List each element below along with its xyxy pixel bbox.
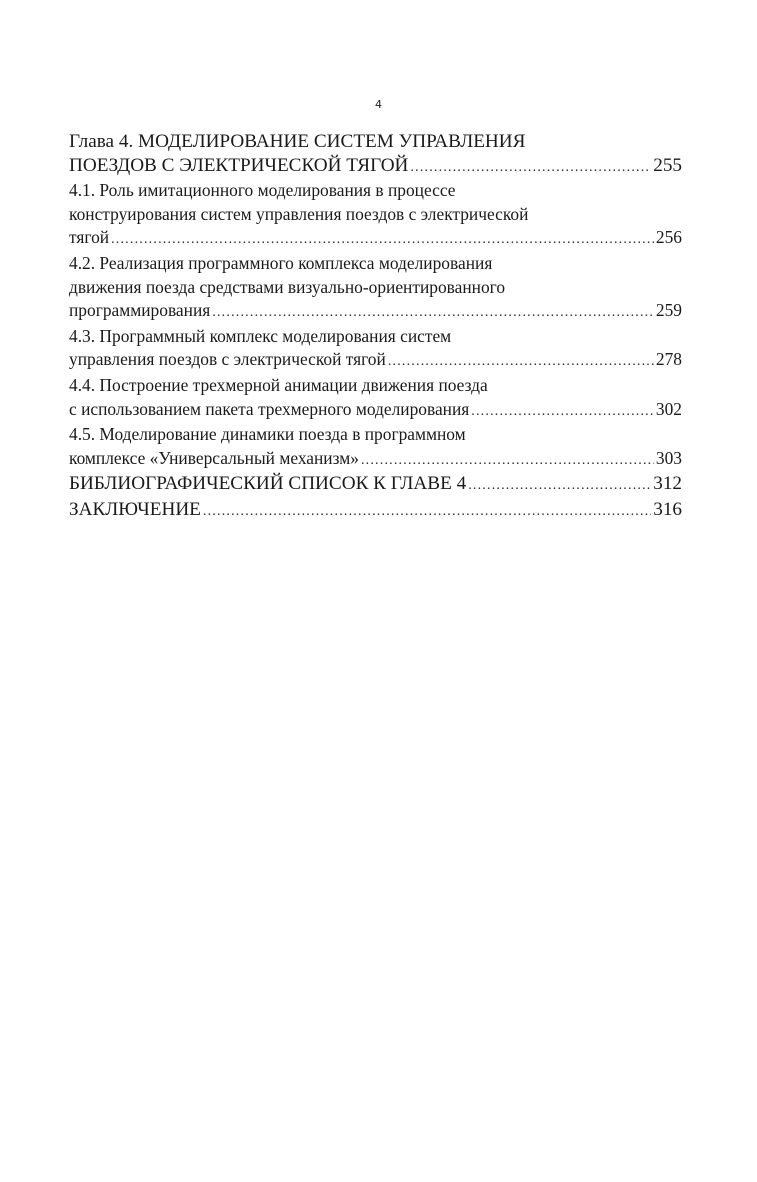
toc-page-number: 256 (655, 227, 682, 248)
toc-page-number: 303 (655, 447, 682, 468)
toc-entry-4-4[interactable] (69, 374, 682, 423)
toc-entry-text: тягой (69, 227, 110, 248)
toc-entry-text: 4.4. Построение трехмерной анимации движения поезда (69, 374, 488, 395)
toc-entry-text: конструирования систем управления поездов с электрической (69, 203, 529, 224)
toc-entry-text: Глава 4. МОДЕЛИРОВАНИЕ СИСТЕМ УПРАВЛЕНИЯ (69, 131, 526, 152)
toc-page-number: 302 (655, 398, 682, 419)
dot-leader (388, 350, 654, 374)
toc-entry-text: 4.3. Программный комплекс моделирования систем (69, 325, 452, 346)
toc-entry-text: движения поезда средствами визуально-ориентированного (69, 276, 506, 297)
toc-entry-4-5[interactable] (69, 423, 682, 472)
toc-entry-text: ПОЕЗДОВ С ЭЛЕКТРИЧЕСКОЙ ТЯГОЙ (69, 154, 409, 176)
toc-entry-text: 4.5. Моделирование динамики поезда в программном (69, 424, 466, 445)
dot-leader (111, 228, 654, 252)
toc-entry-4-2[interactable] (69, 252, 682, 325)
toc-entry-4-1[interactable] (69, 179, 682, 252)
toc-page-number: 312 (653, 473, 682, 495)
toc-entry-text: 4.2. Реализация программного комплекса моделирования (69, 252, 493, 273)
toc-entry-text: управления поездов с электрической тягой (69, 349, 386, 370)
toc-entry-text: БИБЛИОГРАФИЧЕСКИЙ СПИСОК К ГЛАВЕ 4 (69, 473, 467, 495)
toc-page-number: 316 (653, 498, 682, 520)
dot-leader (212, 301, 654, 325)
toc-entry-text: программирования (69, 300, 211, 321)
toc-page-number: 255 (653, 154, 682, 176)
dot-leader (361, 449, 654, 473)
toc-entry-4-3[interactable] (69, 325, 682, 374)
table-of-contents (69, 130, 682, 524)
toc-entry-text: ЗАКЛЮЧЕНИЕ (69, 498, 201, 520)
toc-entry-text: комплексе «Универсальный механизм» (69, 447, 359, 468)
toc-page-number: 259 (655, 300, 682, 321)
toc-entry-chapter-4[interactable] (69, 130, 682, 179)
toc-entry-text: 4.1. Роль имитационного моделирования в процессе (69, 180, 456, 201)
toc-entry-conclusion[interactable] (69, 498, 682, 524)
dot-leader (468, 474, 651, 498)
toc-entry-bibliography[interactable] (69, 472, 682, 498)
page-number: 4 (375, 98, 382, 111)
dot-leader (410, 156, 651, 180)
dot-leader (203, 500, 651, 524)
dot-leader (471, 400, 654, 424)
toc-page-number: 278 (655, 349, 682, 370)
toc-entry-text: с использованием пакета трехмерного моделирования (69, 398, 470, 419)
